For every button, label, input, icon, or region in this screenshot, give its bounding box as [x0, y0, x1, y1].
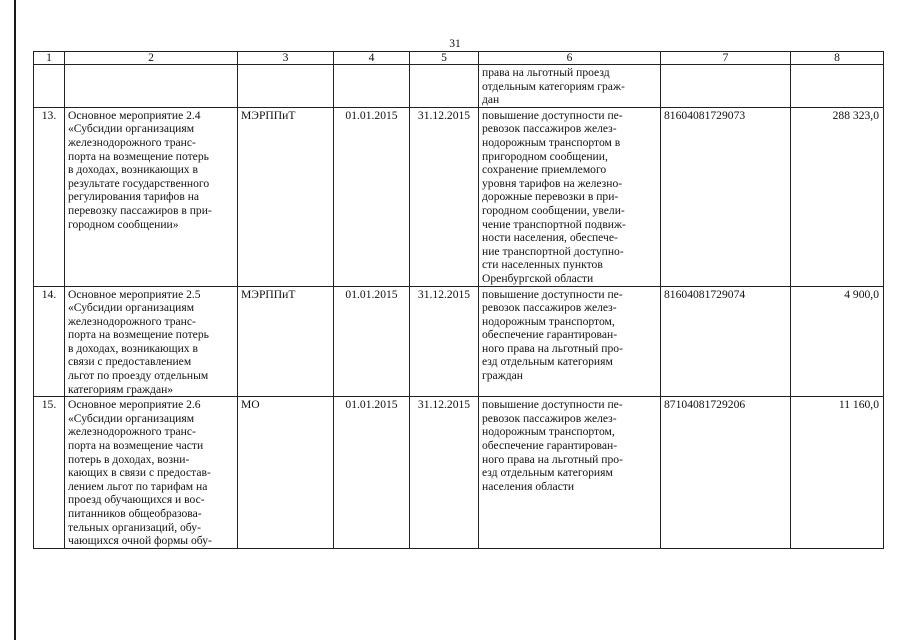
expected-result-cell: повышение доступности пе- ревозок пассажиров желез- нодорожным транспортом в пригородном сообщении, сохранение приемлемого уровня тарифов на железно- дорожные перевозки в при- городном сообщении, увели- чение транспортной подвиж- ности населения, обеспече- ние транспортной доступно- сти населенных пунктов Оренбургской области	[479, 107, 661, 286]
column-number: 3	[238, 52, 334, 65]
continuation-row	[34, 65, 884, 108]
executor-cell: МО	[238, 397, 334, 549]
amount-cell: 4 900,0	[791, 286, 884, 397]
row-number: 15.	[34, 397, 65, 549]
start-date-cell: 01.01.2015	[334, 286, 410, 397]
page-number: 31	[449, 38, 461, 50]
amount-cell: 288 323,0	[791, 107, 884, 286]
scan-edge-line	[14, 0, 16, 640]
row-number: 13.	[34, 107, 65, 286]
column-number: 4	[334, 52, 410, 65]
budget-code-cell: 81604081729074	[661, 286, 791, 397]
table-row	[34, 107, 884, 286]
column-number: 2	[65, 52, 238, 65]
column-number: 6	[479, 52, 661, 65]
measure-cell: Основное мероприятие 2.4 «Субсидии организациям железнодорожного транс- порта на возмещение потерь в доходах, возникающих в результате государственного регулирования тарифов на перевозку пассажиров в при- городном сообщении»	[65, 107, 238, 286]
column-number: 8	[791, 52, 884, 65]
program-table	[33, 51, 884, 549]
measure-cell: Основное мероприятие 2.5 «Субсидии организациям железнодорожного транс- порта на возмещение потерь в доходах, возникающих в связи с предоставлением льгот по проезду отдельным категориям граждан»	[65, 286, 238, 397]
start-date-cell: 01.01.2015	[334, 107, 410, 286]
budget-code-cell: 87104081729206	[661, 397, 791, 549]
end-date-cell: 31.12.2015	[410, 397, 479, 549]
table-row	[34, 286, 884, 397]
measure-cell: Основное мероприятие 2.6 «Субсидии организациям железнодорожного транс- порта на возмещение части потерь в доходах, возни- кающих в связи с предостав- лением льгот по тарифам на проезд обучающихся и вос- питанников общеобразова- тельных организаций, обу- чающихся очной формы обу-	[65, 397, 238, 549]
start-date-cell: 01.01.2015	[334, 397, 410, 549]
column-number: 5	[410, 52, 479, 65]
row-number: 14.	[34, 286, 65, 397]
expected-result-cell: повышение доступности пе- ревозок пассажиров желез- нодорожным транспортом, обеспечение гарантирован- ного права на льготный про- езд отдельным категориям граждан	[479, 286, 661, 397]
table-row	[34, 397, 884, 549]
amount-cell: 11 160,0	[791, 397, 884, 549]
expected-result-cell: права на льготный проезд отдельным категориям граж- дан	[479, 65, 661, 108]
executor-cell: МЭРППиТ	[238, 286, 334, 397]
column-number-row	[34, 52, 884, 65]
end-date-cell: 31.12.2015	[410, 107, 479, 286]
column-number: 7	[661, 52, 791, 65]
expected-result-cell: повышение доступности пе- ревозок пассажиров желез- нодорожным транспортом, обеспечение гарантирован- ного права на льготный про- езд отдельным категориям населения области	[479, 397, 661, 549]
column-number: 1	[34, 52, 65, 65]
executor-cell: МЭРППиТ	[238, 107, 334, 286]
end-date-cell: 31.12.2015	[410, 286, 479, 397]
budget-code-cell: 81604081729073	[661, 107, 791, 286]
